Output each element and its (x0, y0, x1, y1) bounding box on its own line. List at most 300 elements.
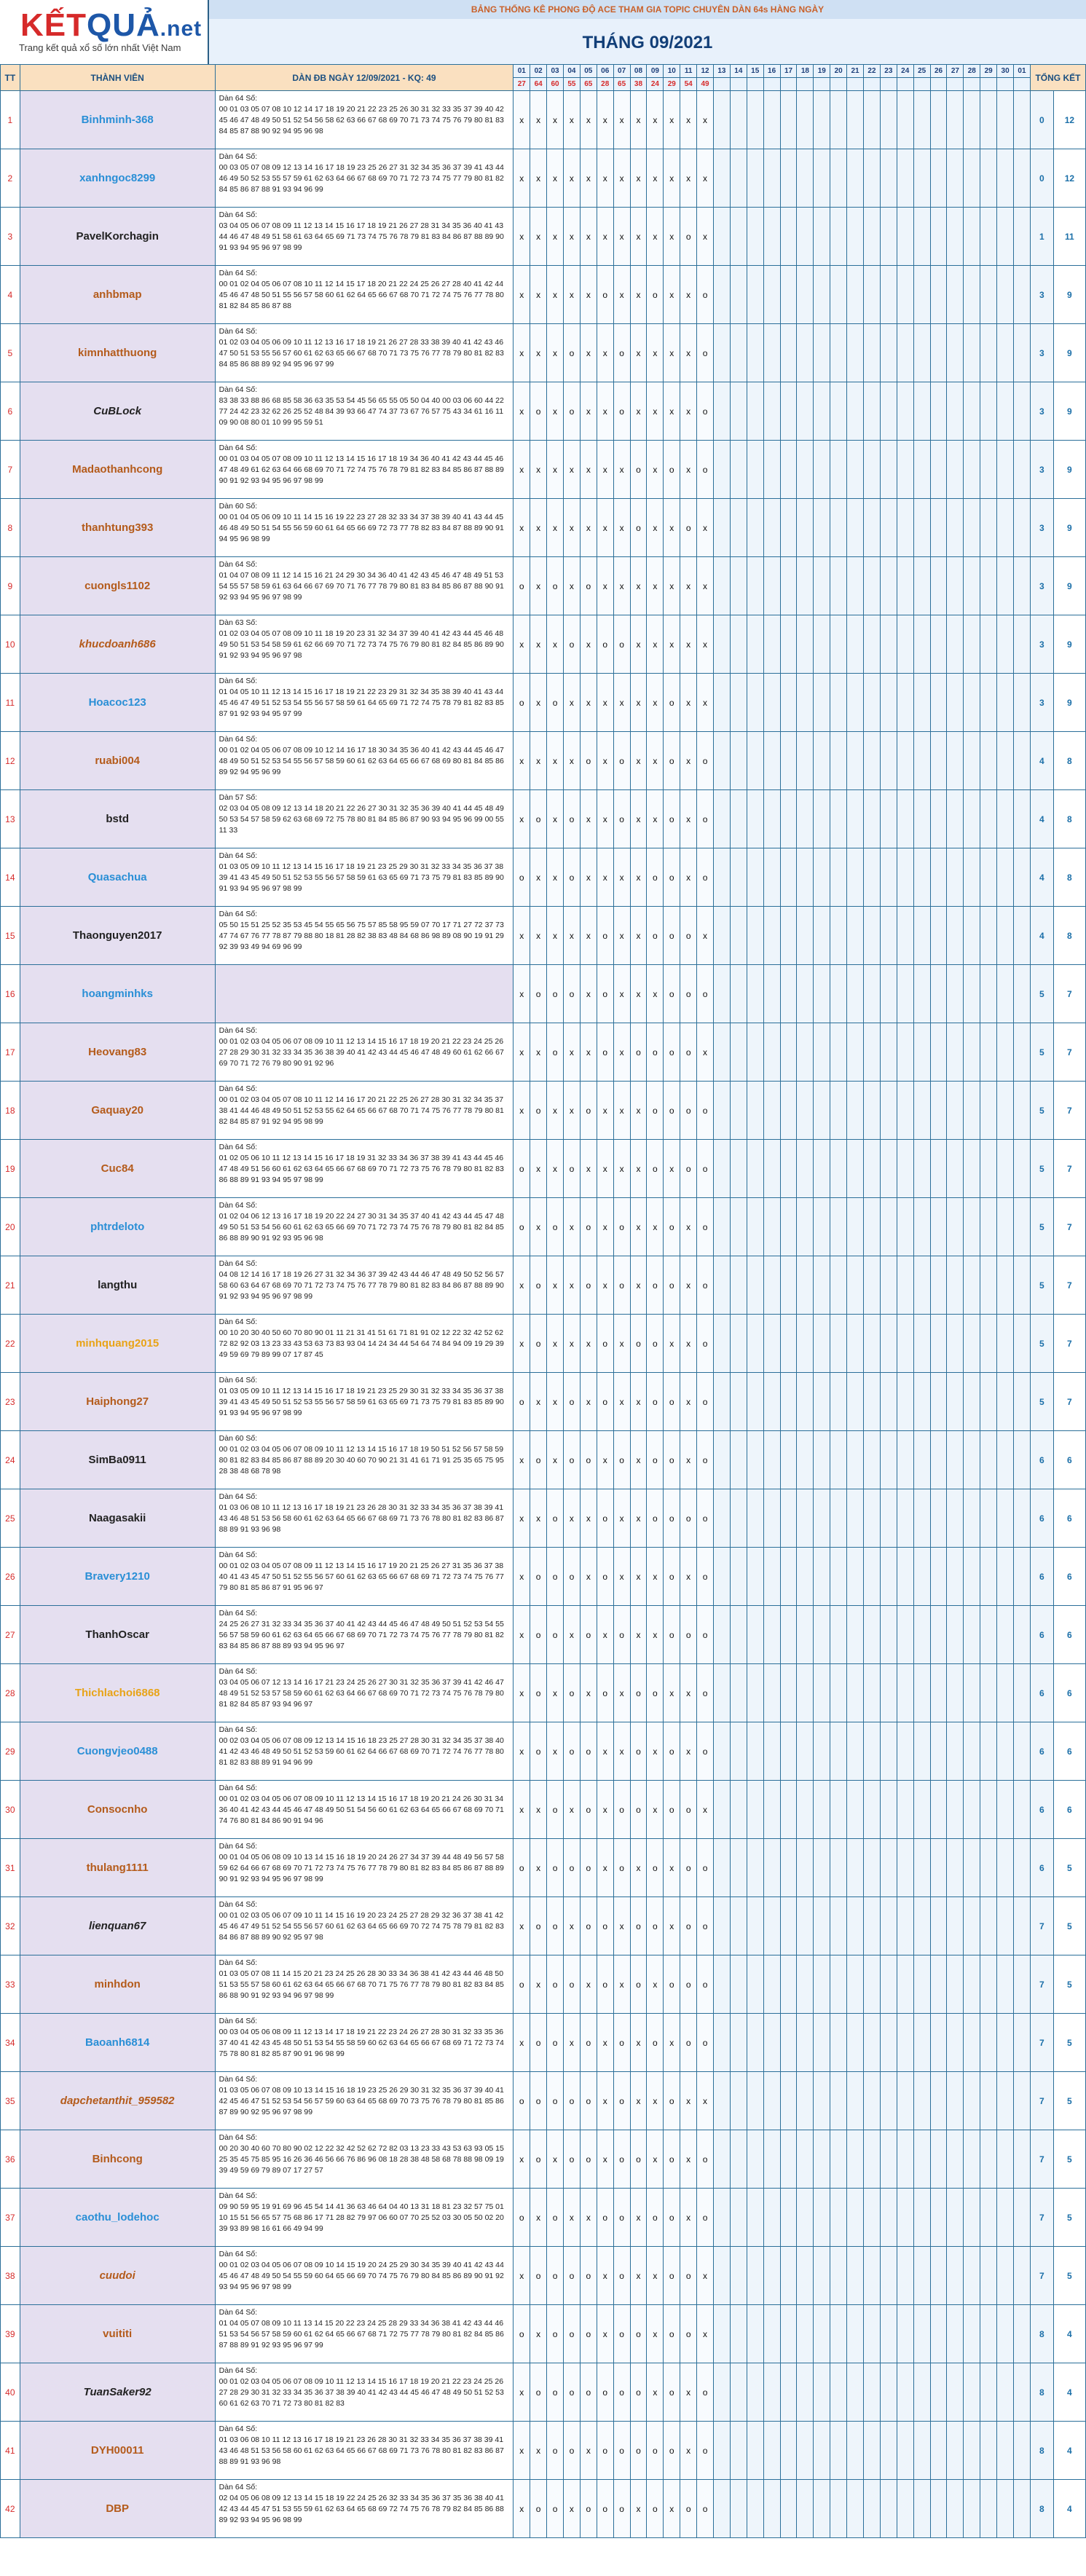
hit-count: 7 (1030, 2247, 1053, 2305)
col-member: THÀNH VIÊN (20, 65, 215, 91)
day-mark: x (613, 674, 630, 732)
day-mark (864, 907, 881, 965)
day-mark (747, 1140, 763, 1198)
day-mark: o (563, 1839, 580, 1897)
day-mark (880, 965, 897, 1023)
day-mark (814, 1664, 830, 1722)
day-mark (980, 1955, 997, 2014)
day-mark: o (647, 2422, 664, 2480)
member-name[interactable]: phtrdeloto (20, 1198, 215, 1256)
day-mark (930, 2480, 947, 2538)
day-mark (897, 965, 913, 1023)
day-mark (1014, 2189, 1031, 2247)
day-mark: x (563, 266, 580, 324)
day-mark: x (563, 1023, 580, 1082)
day-mark (897, 499, 913, 557)
day-mark (964, 2422, 980, 2480)
total-count: 6 (1053, 1431, 1085, 1489)
day-mark (947, 1256, 964, 1315)
day-mark (864, 1023, 881, 1082)
member-name[interactable]: thulang1111 (20, 1839, 215, 1897)
day-mark (880, 907, 897, 965)
day-mark: o (664, 2247, 680, 2305)
day-mark (814, 1140, 830, 1198)
day-mark: x (530, 732, 547, 790)
day-mark (880, 2014, 897, 2072)
day-mark: o (597, 1315, 613, 1373)
hit-count: 5 (1030, 1256, 1053, 1315)
day-mark (1014, 1373, 1031, 1431)
day-mark (930, 382, 947, 441)
day-mark: x (514, 1431, 530, 1489)
hit-count: 6 (1030, 1722, 1053, 1781)
dan-numbers: Dàn 64 Số: 00 01 02 03 04 05 06 07 08 09 10 11 12 13 14 15 16 17 18 19 20 21 22 23 24 25 26 27 28 29 30 31 32 33 34 35 36 37 38 39 40 41 42 43 44 45 46 47 48 49 50 51 52 53 60 61 62 63 70 71 72 73 80 81 82 83 (215, 2363, 514, 2422)
day-mark: x (597, 848, 613, 907)
dan-numbers: Dàn 64 Số: 01 03 05 09 10 11 12 13 14 15 16 17 18 19 21 23 25 29 30 31 32 33 34 35 36 37 38 39 41 43 45 49 50 51 52 53 55 56 57 58 59 61 63 65 69 71 73 75 79 81 83 85 89 90 91 93 94 95 96 97 98 99 (215, 1373, 514, 1431)
row-number: 33 (1, 1955, 20, 2014)
day-mark (780, 2014, 797, 2072)
member-name[interactable]: Baoanh6814 (20, 2014, 215, 2072)
member-name[interactable]: cuongls1102 (20, 557, 215, 615)
day-mark: x (664, 1315, 680, 1373)
day-mark (1014, 1897, 1031, 1955)
day-mark (847, 1664, 864, 1722)
day-mark (913, 441, 930, 499)
day-mark: o (580, 1606, 597, 1664)
day-mark (747, 91, 763, 149)
day-mark (997, 2189, 1014, 2247)
day-mark (930, 1897, 947, 1955)
logo-brand: KẾTQUẢ.net (20, 7, 202, 43)
member-name[interactable]: cuudoi (20, 2247, 215, 2305)
day-mark (714, 848, 731, 907)
day-mark (947, 790, 964, 848)
member-name[interactable]: xanhngoc8299 (20, 149, 215, 208)
member-name[interactable]: Bravery1210 (20, 1548, 215, 1606)
day-mark (947, 499, 964, 557)
day-mark (997, 848, 1014, 907)
day-mark (897, 2189, 913, 2247)
day-mark (913, 1198, 930, 1256)
day-mark: o (563, 848, 580, 907)
day-mark: o (664, 1256, 680, 1315)
day-mark (797, 1606, 814, 1664)
day-mark: o (697, 965, 714, 1023)
day-mark (747, 1955, 763, 2014)
member-name[interactable]: Cuongvjeo0488 (20, 1722, 215, 1781)
day-mark: x (647, 149, 664, 208)
day-mark: o (630, 1897, 647, 1955)
month-title: THÁNG 09/2021 (209, 19, 1086, 64)
day-mark (947, 91, 964, 149)
day-mark: x (613, 1315, 630, 1373)
day-mark: o (697, 1256, 714, 1315)
day-mark (797, 1023, 814, 1082)
member-name[interactable]: bstd (20, 790, 215, 848)
day-mark: o (597, 1373, 613, 1431)
day-mark (980, 1664, 997, 1722)
day-header: 14 (730, 65, 747, 78)
day-mark: o (530, 1606, 547, 1664)
day-mark (814, 848, 830, 907)
day-mark (847, 2130, 864, 2189)
day-mark (947, 266, 964, 324)
member-name[interactable]: Binhminh-368 (20, 91, 215, 149)
day-mark (864, 1548, 881, 1606)
dan-numbers: Dàn 64 Số: 01 03 05 09 10 11 12 13 14 15 16 17 18 19 21 23 25 29 30 31 32 33 34 35 36 37 38 39 41 43 45 49 50 51 52 53 55 56 57 58 59 61 63 65 69 71 73 75 79 81 83 85 89 90 91 93 94 95 96 97 98 99 (215, 848, 514, 907)
day-mark (864, 1082, 881, 1140)
day-mark: x (630, 2014, 647, 2072)
day-mark: o (697, 1548, 714, 1606)
day-mark: o (664, 1489, 680, 1548)
day-mark: o (514, 557, 530, 615)
day-mark (797, 2014, 814, 2072)
day-mark: o (680, 208, 697, 266)
day-mark: o (547, 1781, 564, 1839)
day-mark (1014, 965, 1031, 1023)
day-mark: x (630, 208, 647, 266)
day-mark (880, 615, 897, 674)
member-name[interactable]: ThanhOscar (20, 1606, 215, 1664)
page-banner: BẢNG THỐNG KÊ PHONG ĐỘ ACE THAM GIA TOPIC CHUYÊN DÀN 64s HÀNG NGÀY (209, 0, 1086, 20)
dan-numbers: Dàn 64 Số: 00 01 02 04 05 06 07 08 10 11 12 14 15 17 18 20 21 22 24 25 26 27 28 40 41 42 44 45 46 47 48 50 51 55 56 57 58 60 61 62 64 65 66 67 68 70 71 72 74 75 76 77 78 80 81 82 84 85 86 87 88 (215, 266, 514, 324)
day-mark: o (697, 1897, 714, 1955)
dan-numbers: Dàn 63 Số: 01 02 03 04 05 07 08 09 10 11 18 19 20 23 31 32 34 37 39 40 41 42 43 44 45 46 48 49 50 51 53 54 58 59 61 62 66 69 70 71 72 73 74 75 76 79 80 81 82 84 85 86 89 90 91 92 93 94 95 96 97 98 (215, 615, 514, 674)
day-mark (797, 91, 814, 149)
day-mark (864, 1140, 881, 1198)
day-mark: x (547, 615, 564, 674)
day-mark: o (664, 2130, 680, 2189)
day-mark: x (647, 2363, 664, 2422)
day-mark: x (613, 1489, 630, 1548)
member-name[interactable]: Cuc84 (20, 1140, 215, 1198)
day-mark (847, 615, 864, 674)
member-name[interactable]: Quasachua (20, 848, 215, 907)
day-mark: o (580, 1082, 597, 1140)
day-mark (880, 1315, 897, 1373)
day-mark: o (613, 2189, 630, 2247)
day-mark: o (647, 1082, 664, 1140)
day-mark (814, 2305, 830, 2363)
member-name[interactable]: Hoacoc123 (20, 674, 215, 732)
day-mark: x (530, 1373, 547, 1431)
day-mark (980, 1431, 997, 1489)
day-mark (847, 2189, 864, 2247)
day-mark (864, 2363, 881, 2422)
member-name[interactable]: Heovang83 (20, 1023, 215, 1082)
day-mark (830, 382, 847, 441)
member-name[interactable]: vuititi (20, 2305, 215, 2363)
day-mark (1014, 1664, 1031, 1722)
total-count: 7 (1053, 1198, 1085, 1256)
day-mark (997, 1373, 1014, 1431)
day-mark (763, 557, 780, 615)
day-mark: x (697, 674, 714, 732)
member-name[interactable]: minhdon (20, 1955, 215, 2014)
day-mark (847, 790, 864, 848)
day-mark (947, 907, 964, 965)
day-mark (1014, 732, 1031, 790)
hit-count: 3 (1030, 266, 1053, 324)
day-mark: o (613, 2247, 630, 2305)
day-mark (747, 1897, 763, 1955)
day-mark (763, 1256, 780, 1315)
day-mark (930, 1082, 947, 1140)
day-mark: x (597, 1722, 613, 1781)
day-mark (930, 208, 947, 266)
day-mark (763, 1606, 780, 1664)
day-mark (897, 149, 913, 208)
day-mark (763, 1489, 780, 1548)
hit-count: 8 (1030, 2480, 1053, 2538)
member-name[interactable]: SimBa0911 (20, 1431, 215, 1489)
day-mark (880, 848, 897, 907)
day-mark (830, 2130, 847, 2189)
day-mark: x (563, 1606, 580, 1664)
day-mark: x (680, 1548, 697, 1606)
member-name[interactable]: Binhcong (20, 2130, 215, 2189)
total-count: 4 (1053, 2363, 1085, 2422)
day-mark (730, 2363, 747, 2422)
day-mark (814, 2247, 830, 2305)
table-row (1, 2014, 1086, 2072)
day-mark (997, 2480, 1014, 2538)
day-mark (747, 441, 763, 499)
day-mark (964, 2480, 980, 2538)
day-mark: x (647, 732, 664, 790)
day-mark (730, 2247, 747, 2305)
member-name[interactable]: khucdoanh686 (20, 615, 215, 674)
day-mark: o (697, 1198, 714, 1256)
day-mark: x (563, 732, 580, 790)
day-mark: x (530, 848, 547, 907)
row-number: 21 (1, 1256, 20, 1315)
day-mark: x (530, 324, 547, 382)
day-mark (997, 615, 1014, 674)
day-mark: x (664, 2480, 680, 2538)
day-mark (997, 382, 1014, 441)
day-mark (1014, 266, 1031, 324)
day-mark (847, 91, 864, 149)
day-mark: o (697, 1082, 714, 1140)
member-name[interactable]: Thichlachoi6868 (20, 1664, 215, 1722)
day-mark (864, 208, 881, 266)
day-mark (947, 1023, 964, 1082)
row-number: 20 (1, 1198, 20, 1256)
day-mark (830, 732, 847, 790)
day-mark: x (680, 149, 697, 208)
day-mark (1014, 382, 1031, 441)
day-mark: x (630, 2072, 647, 2130)
day-mark (964, 2305, 980, 2363)
member-name[interactable]: ruabi004 (20, 732, 215, 790)
dan-numbers: Dàn 64 Số: 01 03 05 07 08 11 14 15 20 21 23 24 25 26 28 30 33 34 36 38 41 42 43 44 46 48 50 51 53 55 57 58 60 61 62 63 64 65 66 67 68 70 71 75 76 77 78 79 80 81 82 83 84 85 86 88 90 91 92 93 94 96 97 98 99 (215, 1955, 514, 2014)
day-mark: o (613, 2305, 630, 2363)
day-mark (730, 2014, 747, 2072)
hit-count: 5 (1030, 1140, 1053, 1198)
member-name[interactable]: dapchetanthit_959582 (20, 2072, 215, 2130)
day-mark (897, 2014, 913, 2072)
day-mark: o (647, 1664, 664, 1722)
day-mark (780, 1606, 797, 1664)
total-count: 11 (1053, 208, 1085, 266)
day-mark (814, 732, 830, 790)
day-mark (714, 557, 731, 615)
member-name[interactable]: kimnhatthuong (20, 324, 215, 382)
day-mark (930, 1606, 947, 1664)
day-mark: o (547, 2422, 564, 2480)
member-name[interactable]: Madaothanhcong (20, 441, 215, 499)
member-name[interactable]: caothu_lodehoc (20, 2189, 215, 2247)
member-name[interactable]: langthu (20, 1256, 215, 1315)
day-mark (913, 790, 930, 848)
day-mark (730, 907, 747, 965)
day-result (797, 78, 814, 91)
day-mark (980, 2189, 997, 2247)
day-mark (1014, 208, 1031, 266)
member-name[interactable]: PavelKorchagin (20, 208, 215, 266)
day-mark (1014, 1606, 1031, 1664)
day-mark (1014, 1256, 1031, 1315)
day-mark (797, 848, 814, 907)
day-mark (780, 1664, 797, 1722)
day-mark (930, 1839, 947, 1897)
day-mark (780, 1722, 797, 1781)
day-mark (780, 2480, 797, 2538)
day-mark (847, 1315, 864, 1373)
day-mark: o (697, 2189, 714, 2247)
day-mark (747, 907, 763, 965)
dan-numbers: Dàn 64 Số: 09 90 59 95 19 91 69 96 45 54 14 41 36 63 46 64 04 40 13 31 18 81 23 32 57 75 01 10 15 51 56 65 57 75 68 86 17 71 28 82 79 97 06 60 07 70 25 52 03 30 05 50 02 20 39 93 89 98 16 61 66 49 94 99 (215, 2189, 514, 2247)
hit-count: 8 (1030, 2422, 1053, 2480)
day-header: 26 (930, 65, 947, 78)
total-count: 9 (1053, 557, 1085, 615)
day-mark: o (547, 1606, 564, 1664)
day-mark: x (514, 382, 530, 441)
day-mark: x (580, 1955, 597, 2014)
day-mark: x (647, 615, 664, 674)
day-mark: o (647, 2014, 664, 2072)
day-mark (947, 324, 964, 382)
day-mark (814, 1781, 830, 1839)
day-mark: x (563, 1489, 580, 1548)
day-header: 10 (664, 65, 680, 78)
day-mark (763, 149, 780, 208)
day-mark (814, 1431, 830, 1489)
day-mark: x (530, 1140, 547, 1198)
day-mark (930, 907, 947, 965)
day-mark (747, 1315, 763, 1373)
day-mark (913, 848, 930, 907)
day-mark (830, 1198, 847, 1256)
day-mark: x (530, 208, 547, 266)
day-mark (814, 1023, 830, 1082)
logo[interactable] (0, 0, 209, 64)
day-mark (1014, 2422, 1031, 2480)
day-mark: o (664, 1023, 680, 1082)
hit-count: 4 (1030, 790, 1053, 848)
day-mark (947, 615, 964, 674)
day-mark: o (647, 1839, 664, 1897)
day-mark (780, 2130, 797, 2189)
member-name[interactable]: Haiphong27 (20, 1373, 215, 1431)
day-mark: x (664, 615, 680, 674)
day-mark (880, 557, 897, 615)
day-mark (930, 732, 947, 790)
day-mark (747, 1722, 763, 1781)
day-mark (797, 149, 814, 208)
day-mark (730, 1548, 747, 1606)
member-name[interactable]: hoangminhks (20, 965, 215, 1023)
day-mark (997, 1722, 1014, 1781)
member-name[interactable]: anhbmap (20, 266, 215, 324)
day-mark (780, 790, 797, 848)
day-mark (864, 91, 881, 149)
day-mark (730, 2305, 747, 2363)
member-name[interactable]: TuanSaker92 (20, 2363, 215, 2422)
day-mark (947, 208, 964, 266)
member-name[interactable]: CuBLock (20, 382, 215, 441)
day-mark (747, 1548, 763, 1606)
day-mark (947, 1722, 964, 1781)
day-mark: x (613, 208, 630, 266)
member-name[interactable]: Consocnho (20, 1781, 215, 1839)
day-mark: x (630, 382, 647, 441)
member-name[interactable]: Naagasakii (20, 1489, 215, 1548)
day-mark (847, 965, 864, 1023)
day-mark: o (514, 2072, 530, 2130)
day-mark (780, 2189, 797, 2247)
day-mark (780, 499, 797, 557)
day-mark (913, 2363, 930, 2422)
day-mark (814, 1839, 830, 1897)
day-mark (864, 965, 881, 1023)
day-mark: x (580, 965, 597, 1023)
day-mark (763, 499, 780, 557)
member-name[interactable]: lienquan67 (20, 1897, 215, 1955)
member-name[interactable]: DYH00011 (20, 2422, 215, 2480)
total-count: 9 (1053, 382, 1085, 441)
day-mark (964, 2072, 980, 2130)
day-mark (830, 790, 847, 848)
member-name[interactable]: thanhtung393 (20, 499, 215, 557)
day-mark (897, 790, 913, 848)
day-mark (714, 674, 731, 732)
day-mark (897, 1082, 913, 1140)
day-mark: o (630, 1781, 647, 1839)
day-mark: o (563, 1664, 580, 1722)
day-mark: x (664, 2014, 680, 2072)
member-name[interactable]: Gaquay20 (20, 1082, 215, 1140)
day-mark: o (514, 674, 530, 732)
day-mark: x (597, 674, 613, 732)
day-mark: o (630, 441, 647, 499)
day-mark (830, 965, 847, 1023)
day-mark (747, 2189, 763, 2247)
table-row (1, 208, 1086, 266)
day-mark: x (597, 1256, 613, 1315)
day-mark (830, 2363, 847, 2422)
day-mark (964, 1373, 980, 1431)
day-mark (980, 732, 997, 790)
member-name[interactable]: minhquang2015 (20, 1315, 215, 1373)
day-mark: x (613, 1722, 630, 1781)
member-name[interactable]: Thaonguyen2017 (20, 907, 215, 965)
dan-numbers: Dàn 64 Số: 01 02 04 06 12 13 16 17 18 19 20 22 24 27 30 31 34 35 37 40 41 42 43 44 45 47 48 49 50 51 53 54 56 60 61 62 63 65 66 69 70 71 72 73 74 75 76 78 79 80 81 82 84 85 86 88 89 90 91 92 93 95 96 98 (215, 1198, 514, 1256)
member-name[interactable]: DBP (20, 2480, 215, 2538)
day-mark (930, 1431, 947, 1489)
day-mark (1014, 441, 1031, 499)
